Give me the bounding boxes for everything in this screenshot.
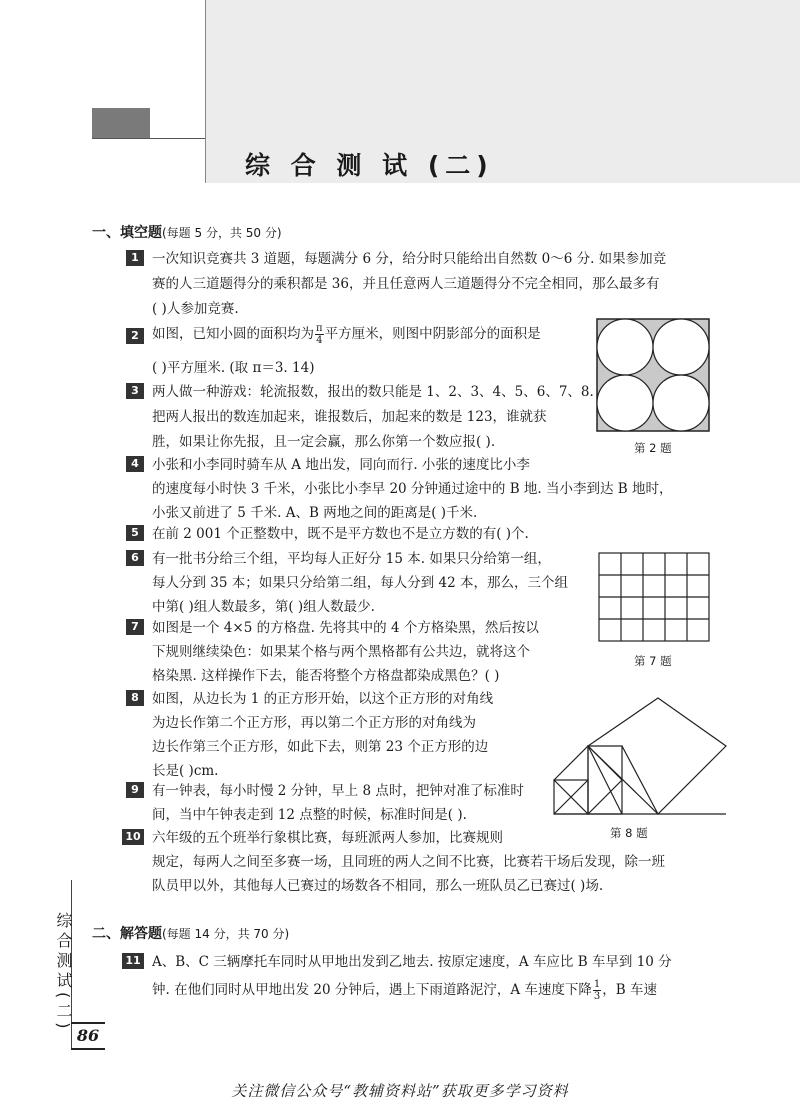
question-number: 5 <box>126 525 144 541</box>
header-rule <box>92 138 205 139</box>
question-number: 8 <box>126 690 144 706</box>
section-title: 二、解答题 <box>92 926 162 942</box>
figure-2-circles <box>596 318 710 432</box>
question-text: 有一批书分给三个组，平均每人正好分 15 本. 如果只分给第一组， <box>152 551 551 567</box>
question-number: 11 <box>122 953 144 969</box>
question-text: 如图是一个 4×5 的方格盘. 先将其中的 4 个方格染黑，然后按以 <box>152 620 539 636</box>
question-text: 长是( )cm. <box>152 763 219 779</box>
question-number: 7 <box>126 619 144 635</box>
question-text: 如图，已知小圆的面积均为 $\frac{\pi}{4}$ 平方厘米，则图中阴影部分的面积是 <box>152 323 541 346</box>
question-text: 中第( )组人数最多，第( )组人数最少. <box>152 599 375 615</box>
question-text: 规定，每两人之间至多赛一场，且同班的两人之间不比赛，比赛若干场后发现，除一班 <box>152 854 665 870</box>
figure-caption: 第 7 题 <box>634 654 672 668</box>
question-text: 如图，从边长为 1 的正方形开始，以这个正方形的对角线 <box>152 691 494 707</box>
question-text: 每人分到 35 本；如果只分给第二组，每人分到 42 本，那么，三个组 <box>152 575 569 591</box>
section-heading-answer <box>92 923 289 943</box>
figure-caption: 第 8 题 <box>610 826 648 840</box>
question-text: 赛的人三道题得分的乘积都是 36，并且任意两人三道题得分不完全相同，那么最多有 <box>152 276 660 292</box>
section-title: 一、填空题 <box>92 225 162 241</box>
footer-text: 关注微信公众号“教辅资料站”获取更多学习资料 <box>231 1082 569 1100</box>
question-text: 边长作第三个正方形，如此下去，则第 23 个正方形的边 <box>152 739 489 755</box>
question-text: 一次知识竞赛共 3 道题，每题满分 6 分，给分时只能给出自然数 0～6 分. 如果参加竞 <box>152 251 667 267</box>
question-text: 下规则继续染色：如果某个格与两个黑格都有公共边，就将这个 <box>152 644 530 660</box>
question-text: 格染黑. 这样操作下去，能否将整个方格盘都染成黑色？( ) <box>152 668 500 684</box>
section-note: (每题 5 分，共 50 分) <box>162 226 282 240</box>
sidebar-label: 综合测试(二) <box>54 912 73 1033</box>
question-text: 把两人报出的数连加起来，谁报数后，加起来的数是 123，谁就获 <box>152 409 547 425</box>
question-text: ( )人参加竞赛. <box>152 301 239 317</box>
question-number: 9 <box>126 782 144 798</box>
question-text: 小张又前进了 5 千米. A、B 两地之间的距离是( )千米. <box>152 505 478 521</box>
question-text: 队员甲以外，其他每人已赛过的场数各不相同，那么一班队员乙已赛过( )场. <box>152 878 604 894</box>
figure-7-grid <box>598 552 710 644</box>
question-number: 2 <box>126 328 144 344</box>
question-text: 钟. 在他们同时从甲地出发 20 分钟后，遇上下雨道路泥泞，A 车速度下降 $\frac{1}{3}$ ，B 车速 <box>152 979 657 1002</box>
question-text: 为边长作第二个正方形，再以第二个正方形的对角线为 <box>152 715 476 731</box>
figure-caption: 第 2 题 <box>634 441 672 455</box>
question-text: 六年级的五个班举行象棋比赛，每班派两人参加，比赛规则 <box>152 830 503 846</box>
figure-8-squares <box>552 688 734 818</box>
fraction: $\frac{\pi}{4}$ <box>316 323 323 346</box>
question-text: 有一钟表，每小时慢 2 分钟，早上 8 点时，把钟对准了标准时 <box>152 783 524 799</box>
question-text: 两人做一种游戏：轮流报数，报出的数只能是 1、2、3、4、5、6、7、8. <box>152 384 594 400</box>
question-text: 的速度每小时快 3 千米，小张比小李早 20 分钟通过途中的 B 地. 当小李到达 B 地时， <box>152 481 673 497</box>
question-number: 1 <box>126 250 144 266</box>
question-text: 间，当中午钟表走到 12 点整的时候，标准时间是( ). <box>152 807 467 823</box>
question-number: 6 <box>126 550 144 566</box>
question-text: ( )平方厘米. (取 π＝3. 14) <box>152 360 315 376</box>
question-text: 胜，如果让你先报，且一定会赢，那么你第一个数应报( ). <box>152 434 496 450</box>
fraction: $\frac{1}{3}$ <box>593 979 601 1002</box>
question-text: 小张和小李同时骑车从 A 地出发，同向而行. 小张的速度比小李 <box>152 457 530 473</box>
question-number: 10 <box>122 829 144 845</box>
question-text: A、B、C 三辆摩托车同时从甲地出发到乙地去. 按原定速度，A 车应比 B 车早到 10 分 <box>152 954 672 970</box>
section-note: (每题 14 分，共 70 分) <box>162 927 290 941</box>
section-heading-fill-blank <box>92 222 282 242</box>
header-gray-block <box>92 108 150 138</box>
page-title: 综 合 测 试 (二) <box>245 151 494 180</box>
question-number: 4 <box>126 456 144 472</box>
question-text: 在前 2 001 个正整数中，既不是平方数也不是立方数的有( )个. <box>152 526 529 542</box>
question-number: 3 <box>126 383 144 399</box>
page-number: 86 <box>71 1022 105 1050</box>
